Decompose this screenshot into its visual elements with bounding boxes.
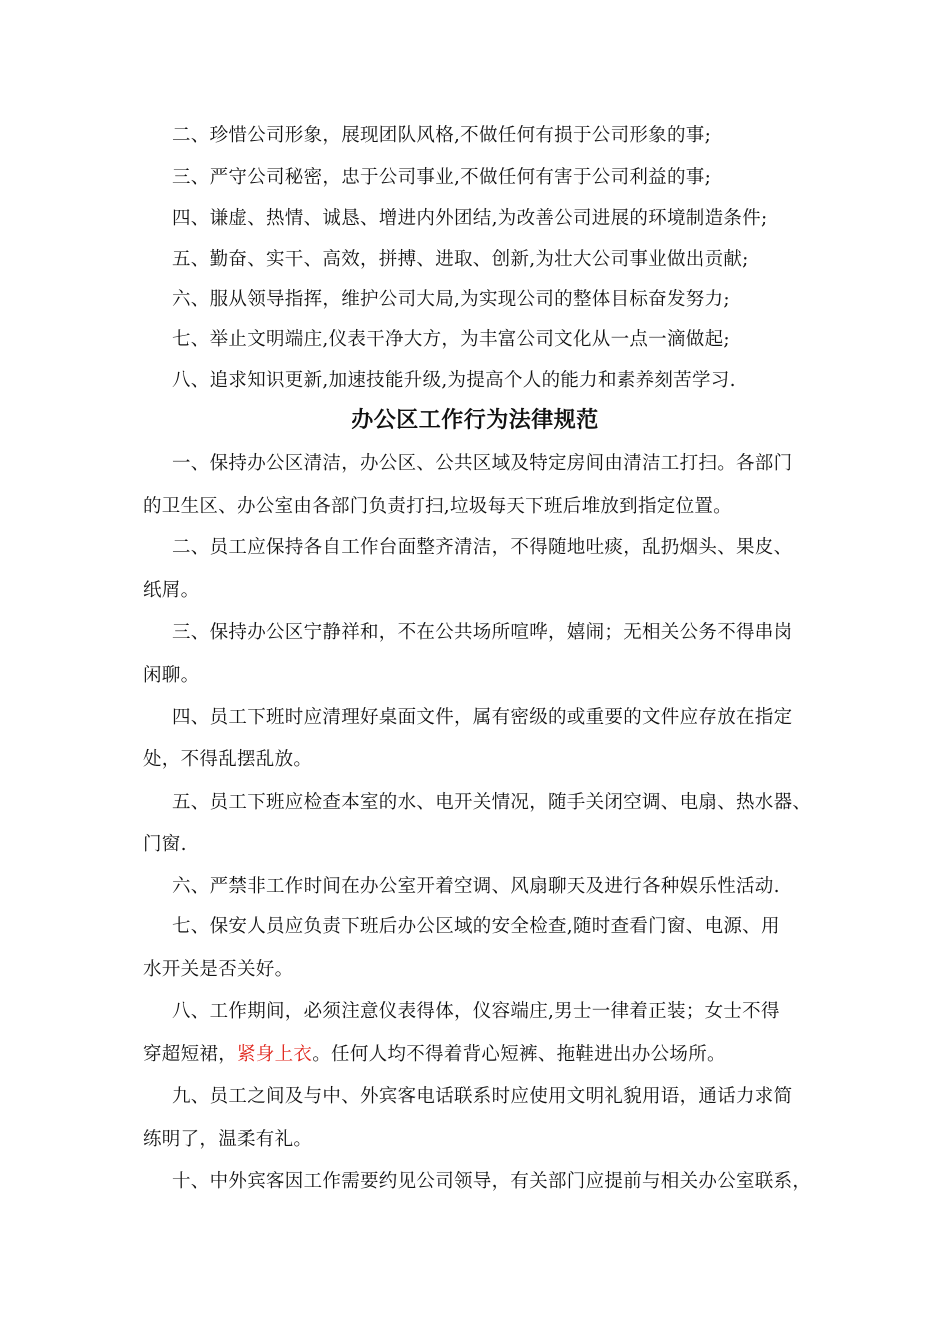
rule-item: 三、严守公司秘密，忠于公司事业,不做任何有害于公司利益的事;	[172, 167, 712, 188]
rule-item: 五、勤奋、实干、高效，拼搏、进取、创新,为壮大公司事业做出贡献;	[172, 249, 749, 270]
office-rule-line: 一、保持办公区清洁，办公区、公共区域及特定房间由清洁工打扫。各部门	[172, 453, 793, 474]
highlighted-text: 紧身上衣	[237, 1044, 313, 1065]
office-rule-line: 闲聊。	[143, 665, 200, 686]
office-rule-line: 五、员工下班应检查本室的水、电开关情况，随手关闭空调、电扇、热水器、	[172, 792, 812, 813]
office-rule-line: 十、中外宾客因工作需要约见公司领导，有关部门应提前与相关办公室联系，	[172, 1171, 812, 1192]
office-rule-line: 二、员工应保持各自工作台面整齐清洁，不得随地吐痰，乱扔烟头、果皮、	[172, 537, 793, 558]
office-rule-line: 练明了，温柔有礼。	[143, 1129, 313, 1150]
rule-item: 六、服从领导指挥，维护公司大局,为实现公司的整体目标奋发努力;	[172, 289, 730, 310]
rule-item: 四、谦虚、热情、诚恳、增进内外团结,为改善公司进展的环境制造条件;	[172, 208, 768, 229]
office-rule-line: 纸屑。	[143, 580, 200, 601]
rule-text: 穿超短裙，	[143, 1044, 238, 1065]
office-rule-line: 水开关是否关好。	[143, 959, 294, 980]
office-rule-line: 四、员工下班时应清理好桌面文件，属有密级的或重要的文件应存放在指定	[172, 707, 793, 728]
office-rule-line: 九、员工之间及与中、外宾客电话联系时应使用文明礼貌用语，通话力求简	[172, 1086, 793, 1107]
office-rule-line: 七、保安人员应负责下班后办公区域的安全检查,随时查看门窗、电源、用	[172, 916, 780, 937]
office-rule-line	[143, 1042, 823, 1068]
rule-item: 七、举止文明端庄,仪表干净大方，为丰富公司文化从一点一滴做起;	[172, 329, 730, 350]
rule-text: 。任何人均不得着背心短裤、拖鞋进出办公场所。	[312, 1044, 726, 1065]
office-rule-line: 的卫生区、办公室由各部门负责打扫,垃圾每天下班后堆放到指定位置。	[143, 496, 732, 517]
rule-item: 二、珍惜公司形象，展现团队风格,不做任何有损于公司形象的事;	[172, 125, 712, 146]
office-rule-line: 八、工作期间，必须注意仪表得体，仪容端庄,男士一律着正装；女士不得	[172, 1001, 780, 1022]
office-rule-line: 门窗.	[143, 834, 187, 855]
office-rule-line: 六、严禁非工作时间在办公室开着空调、风扇聊天及进行各种娱乐性活动.	[172, 876, 780, 897]
rule-item: 八、追求知识更新,加速技能升级,为提高个人的能力和素养刻苦学习.	[172, 370, 736, 391]
office-rule-line: 三、保持办公区宁静祥和，不在公共场所喧哗，嬉闹；无相关公务不得串岗	[172, 622, 793, 643]
office-rule-line: 处，不得乱摆乱放。	[143, 749, 313, 770]
section-title: 办公区工作行为法律规范	[351, 407, 599, 433]
